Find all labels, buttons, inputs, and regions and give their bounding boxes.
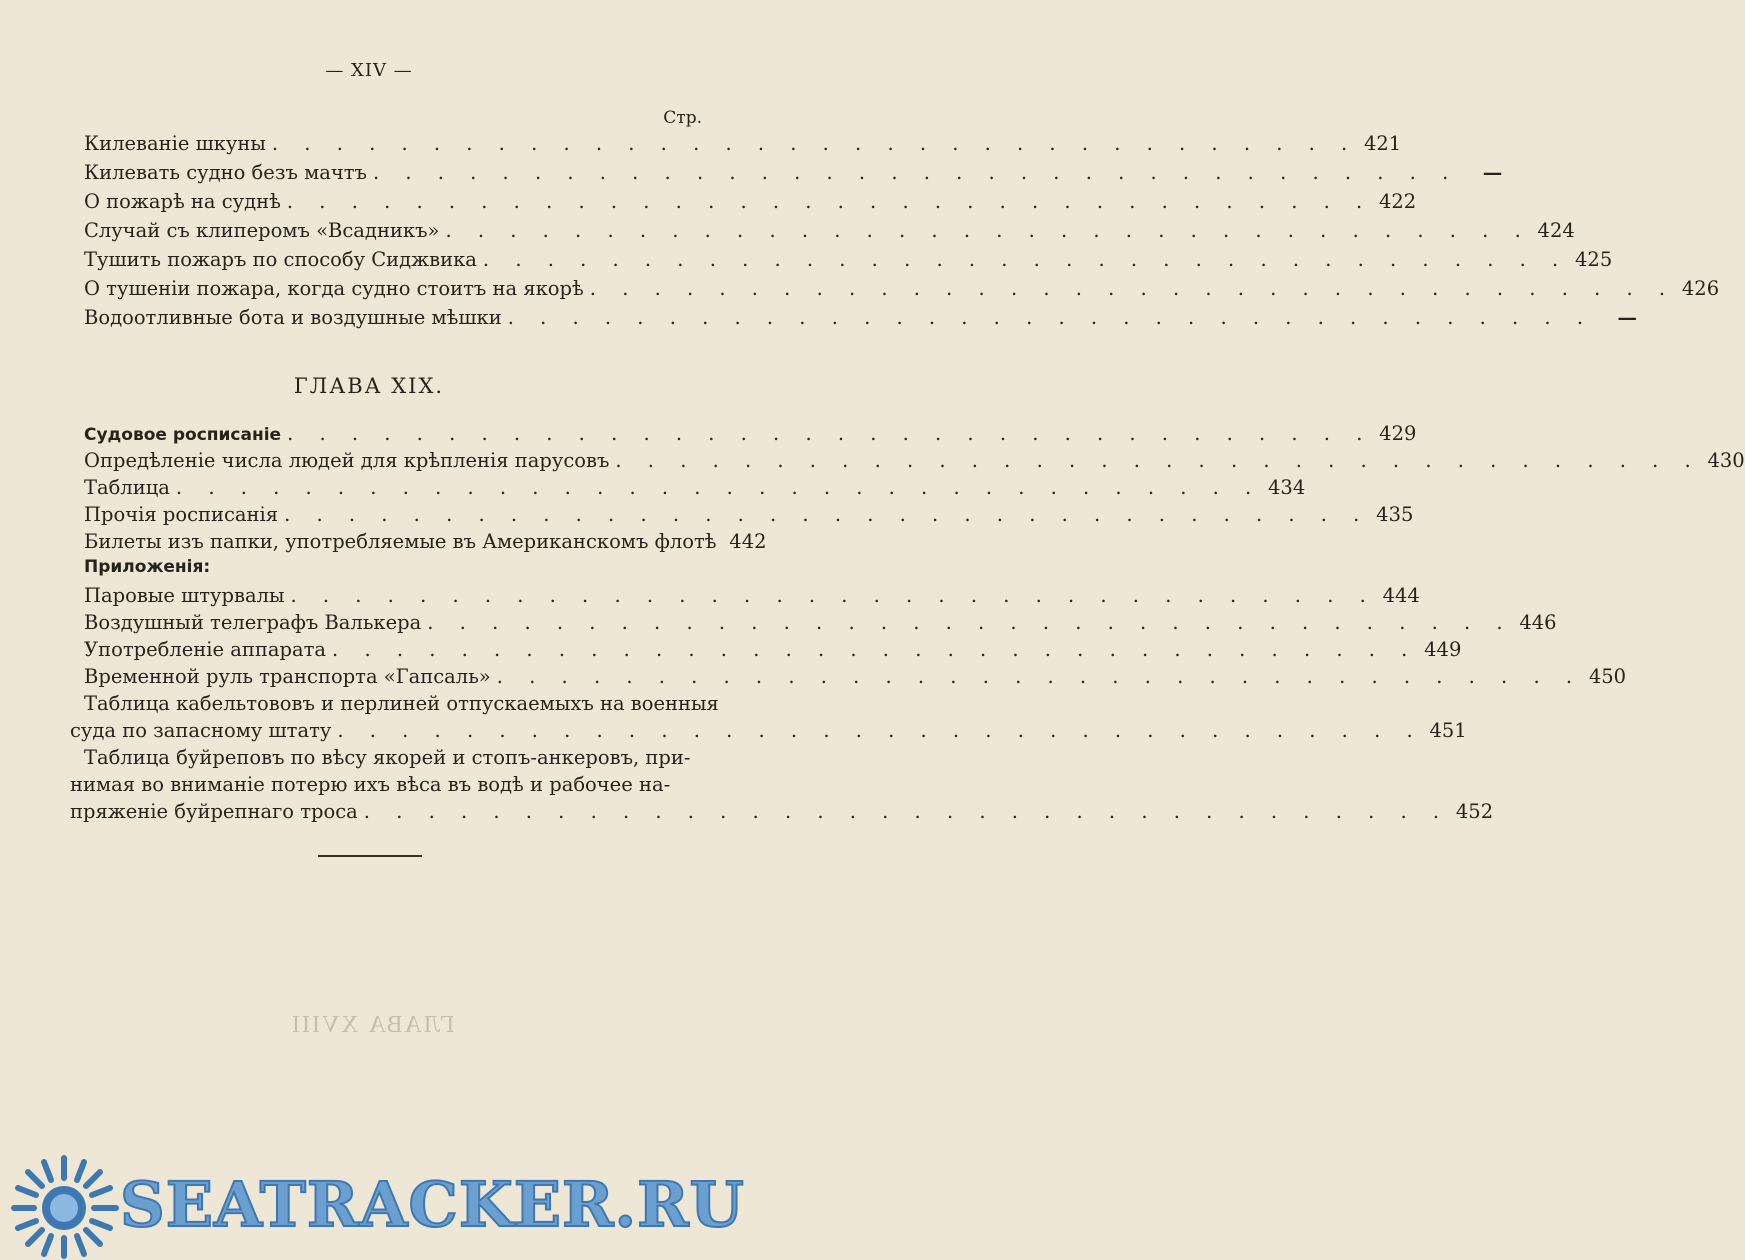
toc-entry-page: — [1482,161,1503,184]
leader-dots: . . . . . . . . . . . . . . . . . . . . . . . . . . . . . . . . . . [496,665,1583,688]
toc-entry-page: 424 [1537,219,1575,242]
toc-entry-page: 429 [1379,422,1417,445]
toc-entry[interactable] [84,476,1306,504]
toc-entry[interactable] [84,190,1417,218]
leader-dots: . . . . . . . . . . . . . . . . . . . . . . . . . . . . . . . . . . [175,476,1262,499]
toc-entry-title: О тушеніи пожара, когда судно стоитъ на якорѣ [84,277,584,300]
leader-dots: . . . . . . . . . . . . . . . . . . . . . . . . . . . . . . . . . . [427,611,1513,634]
toc-entry-page: 435 [1376,503,1414,526]
toc-entry-title: Временной руль транспорта «Гапсаль» [84,665,491,688]
toc-entry[interactable] [84,503,1414,531]
toc-entry-title: О пожарѣ на суднѣ [84,190,281,213]
toc-entry-page: 422 [1378,190,1417,213]
toc-entry-buoy-line-3: пряженіе буйрепнаго троса [70,800,358,823]
toc-entry-buoy-line-1[interactable]: Таблица буйреповъ по вѣсу якорей и стопъ-анкеровъ, при- [84,746,691,769]
toc-entry-cables-line-1[interactable]: Таблица кабельтововъ и перлиней отпускаемыхъ на военныя [84,692,719,715]
toc-entry-page: 434 [1268,476,1306,499]
chapter-heading: ГЛАВА XIX. [293,374,445,398]
section-divider-rule [318,855,422,857]
toc-entry-buoy-line-2[interactable]: нимая во вниманіе потерю ихъ вѣса въ водѣ и рабочее на- [70,773,671,796]
leader-dots: . . . . . . . . . . . . . . . . . . . . . . . . . . . . . . . . . . [482,248,1569,271]
toc-entry-title: Опредѣленіе числа людей для крѣпленія парусовъ [84,449,610,472]
toc-entry-page: 444 [1382,584,1420,607]
toc-entry-page: 449 [1424,638,1462,661]
leader-dots: . . . . . . . . . . . . . . . . . . . . . . . . . . . . . . . . . . [287,422,1373,445]
leader-dots: . . . . . . . . . . . . . . . . . . . . . . . . . . . . . . . . . . [337,719,1423,742]
appendix-heading: Приложенія: [84,557,211,577]
toc-entry[interactable] [84,665,1627,693]
toc-entry[interactable] [84,306,1638,334]
leader-dots: . . . . . . . . . . . . . . . . . . . . . . . . . . . . . . . . . . [615,449,1701,472]
toc-entry-title: Водоотливные бота и воздушные мѣшки [84,306,502,329]
watermark-text: SEATRACKER.RU [120,1168,745,1241]
leader-dots: . . . . . . . . . . . . . . . . . . . . . . . . . . . . . . . . . . [332,638,1418,661]
toc-entry-title: Судовое росписаніе [84,425,282,445]
toc-entry-page: — [1617,306,1638,329]
toc-entry-page: 426 [1681,277,1720,300]
toc-entry[interactable] [84,611,1557,639]
toc-entry-title: Таблица [84,476,170,499]
toc-entry[interactable] [84,161,1503,189]
toc-entry[interactable] [84,277,1720,305]
toc-entry-title: Прочія росписанія [84,503,279,526]
toc-entry-cables-line-2: суда по запасному штату [70,719,332,742]
toc-entry-page: 446 [1519,611,1557,634]
reverse-side-chapter-title: ГЛАВА XVIII [290,1012,455,1038]
toc-entry-page: 442 [729,530,767,553]
toc-entry[interactable] [84,530,767,558]
leader-dots: . . . . . . . . . . . . . . . . . . . . . . . . . . . . . . . . . . [363,800,1450,823]
toc-entry[interactable] [70,719,1467,747]
toc-entry-title: Воздушный телеграфъ Валькера [84,611,422,634]
page-number: — XIV — [325,60,413,81]
toc-entry-page: 452 [1455,800,1494,823]
toc-entry-title: Килеваніе шкуны [84,132,266,155]
leader-dots: . . . . . . . . . . . . . . . . . . . . . . . . . . . . . . . . . . [284,503,1370,526]
page-column-header: Стр. [663,108,702,128]
toc-entry-page: 421 [1363,132,1402,155]
toc-entry-title: Употребленіе аппарата [84,638,327,661]
leader-dots: . . . . . . . . . . . . . . . . . . . . . . . . . . . . . . . . . . [271,132,1358,155]
toc-entry[interactable] [84,638,1462,666]
toc-entry[interactable] [84,132,1402,160]
leader-dots: . . . . . . . . . . . . . . . . . . . . . . . . . . . . . . . . . . [445,219,1531,242]
toc-entry-title: Билеты изъ папки, употребляемые въ Американскомъ флотѣ [84,530,717,553]
toc-entry[interactable] [84,449,1745,477]
toc-entry-page: 451 [1429,719,1467,742]
watermark [0,1150,745,1260]
toc-entry-title: Килевать судно безъ мачтъ [84,161,367,184]
toc-entry[interactable] [84,219,1575,247]
toc-entry-page: 430 [1707,449,1745,472]
leader-dots: . . . . . . . . . . . . . . . . . . . . . . . . . . . . . . . . . . [372,161,1459,184]
toc-entry[interactable] [84,248,1613,276]
leader-dots: . . . . . . . . . . . . . . . . . . . . . . . . . . . . . . . . . . [286,190,1373,213]
toc-entry-title: Случай съ клиперомъ «Всадникъ» [84,219,440,242]
leader-dots: . . . . . . . . . . . . . . . . . . . . . . . . . . . . . . . . . . [589,277,1676,300]
appendix-heading-row [84,557,710,585]
leader-dots: . . . . . . . . . . . . . . . . . . . . . . . . . . . . . . . . . . [290,584,1376,607]
toc-entry-title: Тушить пожаръ по способу Сиджвика [84,248,477,271]
toc-entry-page: 450 [1588,665,1627,688]
toc-entry[interactable] [70,800,1494,828]
sun-logo-icon [4,1150,124,1260]
toc-entry-page: 425 [1575,248,1613,271]
toc-entry-title: Паровые штурвалы [84,584,285,607]
toc-entry[interactable] [84,584,1420,612]
toc-entry[interactable] [84,422,1417,450]
leader-dots: . . . . . . . . . . . . . . . . . . . . . . . . . . . . . . . . . . [507,306,1594,329]
